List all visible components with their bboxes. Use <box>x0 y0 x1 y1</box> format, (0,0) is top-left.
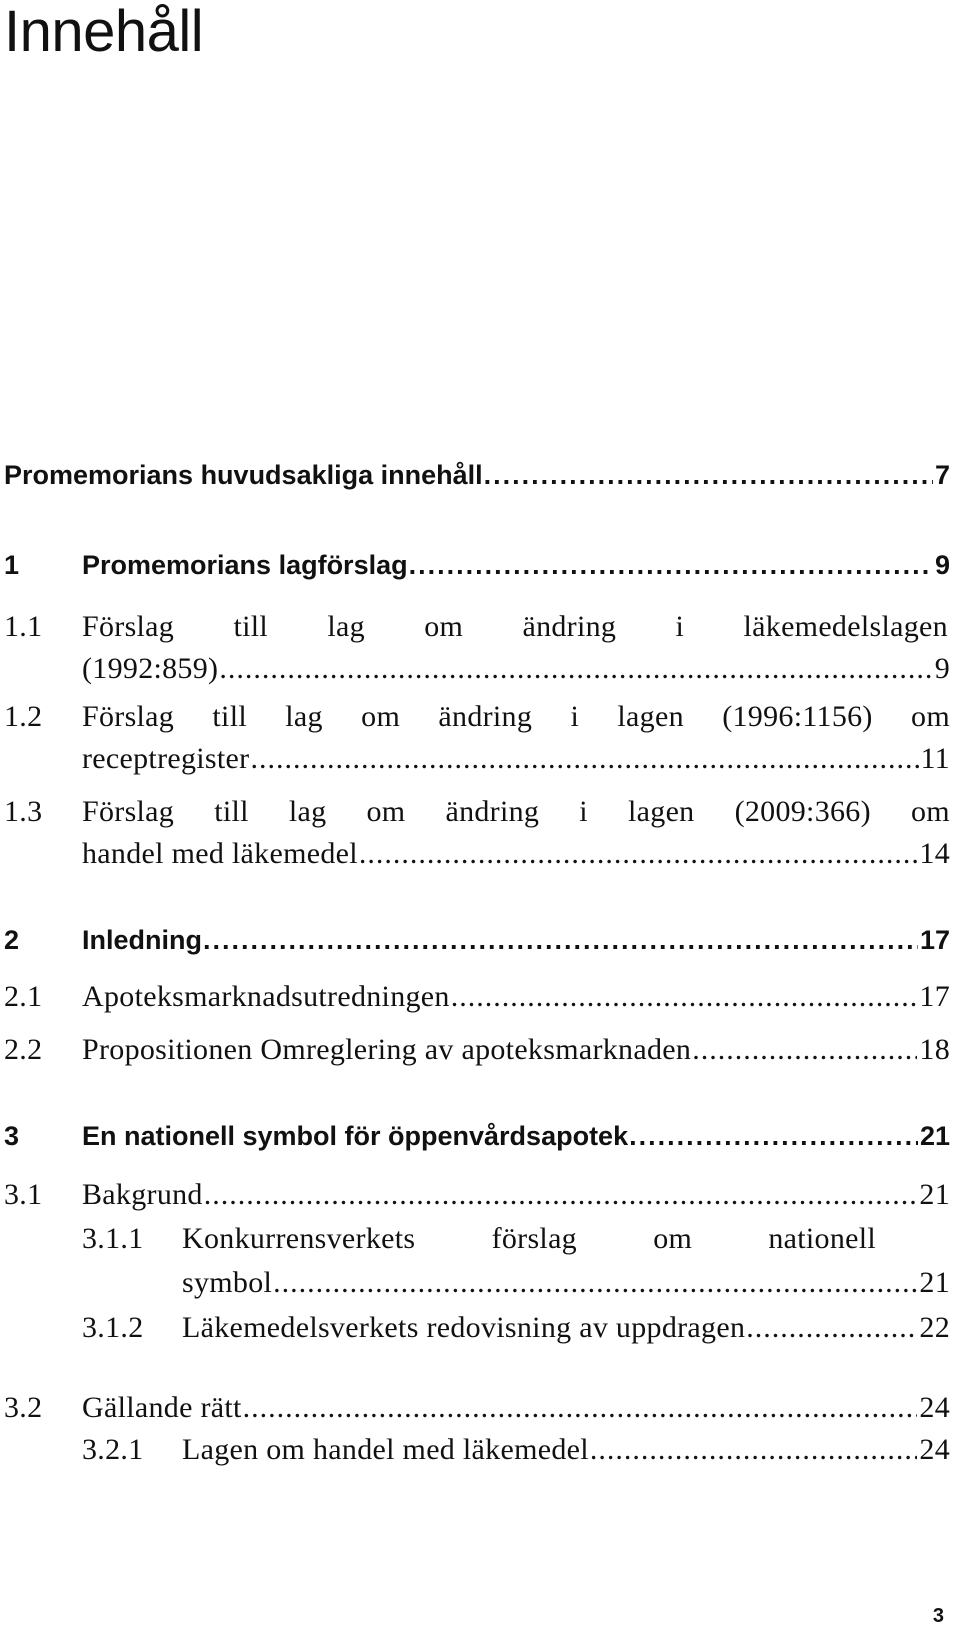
toc-entry-text: Apoteksmarknadsutredningen <box>82 980 450 1013</box>
dot-leader <box>484 460 933 491</box>
toc-entry-text: receptregister <box>82 742 250 775</box>
toc-entry-3-2[interactable] <box>4 1391 950 1431</box>
toc-entry-3-1-2[interactable] <box>82 1311 950 1351</box>
footer-page-number: 3 <box>932 1605 944 1627</box>
toc-entry-2-2[interactable] <box>4 1033 950 1073</box>
toc-entry-2-1[interactable] <box>4 980 950 1020</box>
toc-entry-number: 2 <box>4 925 20 955</box>
toc-entry-chapter-2[interactable] <box>4 925 950 965</box>
dot-leader <box>359 837 918 871</box>
toc-entry-text: Gällande rätt <box>82 1391 242 1424</box>
toc-entry-chapter-1[interactable] <box>4 550 950 590</box>
toc-entry-number: 2.1 <box>4 980 43 1013</box>
toc-entry-page: 14 <box>919 837 950 870</box>
toc-entry-page: 21 <box>919 1121 950 1151</box>
toc-entry-text: Propositionen Omreglering av apoteksmarknaden <box>82 1033 692 1066</box>
toc-entry-page: 17 <box>919 980 950 1013</box>
toc-entry-text: handel med läkemedel <box>82 837 358 870</box>
toc-entry-text: Läkemedelsverkets redovisning av uppdragen <box>182 1311 746 1344</box>
toc-entry-page: 7 <box>934 460 950 490</box>
toc-entry-3-2-1[interactable] <box>82 1433 950 1473</box>
toc-entry-text: Bakgrund <box>82 1178 203 1211</box>
toc-entry-number: 1.2 <box>4 700 43 733</box>
page-title: Innehåll <box>4 0 204 64</box>
toc-entry-text-line1: Förslag till lag om ändring i läkemedelslagen <box>82 610 948 643</box>
dot-leader <box>746 1311 917 1345</box>
toc-entry-text: Promemorians huvudsakliga innehåll <box>4 460 483 490</box>
dot-leader <box>692 1033 917 1067</box>
toc-entry-number: 1.3 <box>4 795 43 828</box>
toc-entry-number: 3 <box>4 1121 20 1151</box>
dot-leader <box>590 1433 918 1467</box>
toc-entry-text-line2 <box>82 742 950 782</box>
toc-entry-number: 3.1.2 <box>82 1311 144 1344</box>
toc-entry-number: 2.2 <box>4 1033 43 1066</box>
dot-leader <box>451 980 918 1014</box>
toc-entry-page: 9 <box>934 550 950 580</box>
toc-entry-text-line2 <box>82 837 950 877</box>
toc-entry-summary[interactable] <box>4 460 950 500</box>
toc-entry-page: 17 <box>919 925 950 955</box>
toc-entry-3-1[interactable] <box>4 1178 950 1218</box>
toc-entry-text: Inledning <box>82 925 202 955</box>
toc-entry-page: 22 <box>919 1311 950 1344</box>
toc-entry-number: 1.1 <box>4 610 43 643</box>
toc-entry-page: 21 <box>919 1178 950 1211</box>
toc-entry-page: 18 <box>919 1033 950 1066</box>
toc-entry-text-line1: Konkurrensverkets förslag om nationell <box>182 1222 876 1255</box>
toc-entry-number: 3.2 <box>4 1391 43 1424</box>
toc-entry-number: 3.1.1 <box>82 1222 144 1255</box>
dot-leader <box>629 1121 918 1152</box>
toc-entry-text-line2 <box>82 652 950 692</box>
toc-entry-text: (1992:859) <box>82 652 219 685</box>
toc-entry-page: 11 <box>920 742 950 775</box>
toc-entry-page: 21 <box>919 1266 950 1299</box>
toc-entry-text-line2 <box>182 1266 950 1306</box>
toc-entry-number: 3.1 <box>4 1178 43 1211</box>
dot-leader <box>250 742 918 776</box>
toc-entry-text: symbol <box>182 1266 273 1299</box>
dot-leader <box>273 1266 917 1300</box>
toc-entry-number: 1 <box>4 550 20 580</box>
toc-entry-text: Promemorians lagförslag <box>82 550 408 580</box>
dot-leader <box>203 925 918 956</box>
dot-leader <box>243 1391 918 1425</box>
dot-leader <box>219 652 932 686</box>
dot-leader <box>409 550 933 581</box>
toc-entry-page: 24 <box>919 1433 950 1466</box>
toc-entry-page: 9 <box>934 652 950 685</box>
toc-entry-chapter-3[interactable] <box>4 1121 950 1161</box>
toc-entry-text: En nationell symbol för öppenvårdsapotek <box>82 1121 629 1151</box>
toc-entry-text-line1: Förslag till lag om ändring i lagen (1996:1156) om <box>82 700 950 733</box>
dot-leader <box>204 1178 918 1212</box>
toc-entry-page: 24 <box>919 1391 950 1424</box>
toc-entry-number: 3.2.1 <box>82 1433 144 1466</box>
toc-entry-text: Lagen om handel med läkemedel <box>182 1433 589 1466</box>
toc-entry-text-line1: Förslag till lag om ändring i lagen (2009:366) om <box>82 795 950 828</box>
